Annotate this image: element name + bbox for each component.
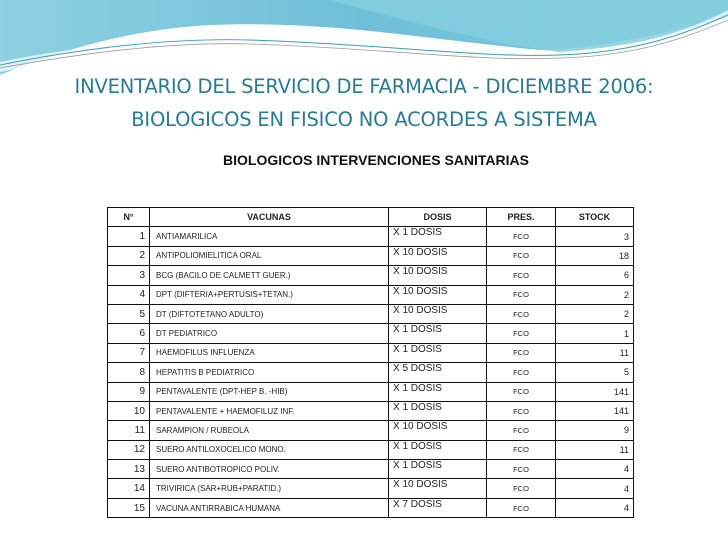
dose-cell: X 10 DOSIS — [389, 421, 487, 440]
vaccine-name: ANTIAMARILICA — [150, 227, 389, 246]
table-row — [108, 227, 634, 246]
table-row — [108, 498, 634, 517]
table-row — [108, 440, 634, 459]
row-number: 8 — [108, 363, 150, 382]
header-pres: PRES. — [487, 208, 556, 227]
vaccine-name: PENTAVALENTE (DPT-HEP B. -HIB) — [150, 382, 389, 401]
row-number: 10 — [108, 401, 150, 420]
row-number: 1 — [108, 227, 150, 246]
table-row — [108, 304, 634, 323]
presentation-cell: FCO — [487, 421, 556, 440]
dose-cell: X 10 DOSIS — [389, 304, 487, 323]
dose-cell: X 10 DOSIS — [389, 479, 487, 498]
stock-cell: 4 — [556, 479, 634, 498]
vaccine-name: TRIVIRICA (SAR+RUB+PARATID.) — [150, 479, 389, 498]
dose-cell: X 1 DOSIS — [389, 401, 487, 420]
vaccine-name: ANTIPOLIOMIELITICA ORAL — [150, 246, 389, 265]
row-number: 15 — [108, 498, 150, 517]
presentation-cell: FCO — [487, 324, 556, 343]
table-row — [108, 285, 634, 304]
vaccine-name: PENTAVALENTE + HAEMOFILUZ INF. — [150, 401, 389, 420]
stock-cell: 18 — [556, 246, 634, 265]
table-row — [108, 421, 634, 440]
row-number: 3 — [108, 266, 150, 285]
presentation-cell: FCO — [487, 304, 556, 323]
presentation-cell: FCO — [487, 382, 556, 401]
presentation-cell: FCO — [487, 246, 556, 265]
dose-cell: X 1 DOSIS — [389, 382, 487, 401]
vaccine-name: HAEMOFILUS INFLUENZA — [150, 343, 389, 362]
table-row — [108, 324, 634, 343]
stock-cell: 1 — [556, 324, 634, 343]
row-number: 14 — [108, 479, 150, 498]
header-number: N° — [108, 208, 150, 227]
row-number: 4 — [108, 285, 150, 304]
presentation-cell: FCO — [487, 227, 556, 246]
dose-cell: X 7 DOSIS — [389, 498, 487, 517]
row-number: 5 — [108, 304, 150, 323]
stock-cell: 5 — [556, 363, 634, 382]
presentation-cell: FCO — [487, 266, 556, 285]
table-row — [108, 382, 634, 401]
header-stock: STOCK — [556, 208, 634, 227]
stock-cell: 9 — [556, 421, 634, 440]
stock-cell: 4 — [556, 460, 634, 479]
slide-title-line-2: BIOLOGICOS EN FISICO NO ACORDES A SISTEMA — [131, 108, 597, 131]
stock-cell: 4 — [556, 498, 634, 517]
vaccine-name: VACUNA ANTIRRABICA HUMANA — [150, 498, 389, 517]
table-row — [108, 460, 634, 479]
table-row — [108, 363, 634, 382]
table-header-row — [108, 208, 634, 227]
table-subtitle: BIOLOGICOS INTERVENCIONES SANITARIAS — [223, 152, 529, 168]
vaccine-name: SUERO ANTIBOTROPICO POLIV. — [150, 460, 389, 479]
vaccine-name: DT (DIFTOTETANO ADULTO) — [150, 304, 389, 323]
inventory-table — [107, 207, 634, 518]
stock-cell: 2 — [556, 285, 634, 304]
row-number: 13 — [108, 460, 150, 479]
stock-cell: 141 — [556, 382, 634, 401]
dose-cell: X 1 DOSIS — [389, 460, 487, 479]
vaccine-name: DT PEDIATRICO — [150, 324, 389, 343]
dose-cell: X 10 DOSIS — [389, 266, 487, 285]
slide-title-line-1: INVENTARIO DEL SERVICIO DE FARMACIA - DICIEMBRE 2006: — [74, 75, 654, 98]
dose-cell: X 1 DOSIS — [389, 343, 487, 362]
table-row — [108, 401, 634, 420]
stock-cell: 2 — [556, 304, 634, 323]
table-row — [108, 479, 634, 498]
row-number: 11 — [108, 421, 150, 440]
header-wave-decoration — [0, 0, 728, 80]
presentation-cell: FCO — [487, 479, 556, 498]
dose-cell: X 10 DOSIS — [389, 246, 487, 265]
row-number: 6 — [108, 324, 150, 343]
table-row — [108, 343, 634, 362]
dose-cell: X 10 DOSIS — [389, 285, 487, 304]
row-number: 2 — [108, 246, 150, 265]
stock-cell: 3 — [556, 227, 634, 246]
presentation-cell: FCO — [487, 363, 556, 382]
row-number: 9 — [108, 382, 150, 401]
vaccine-name: BCG (BACILO DE CALMETT GUER.) — [150, 266, 389, 285]
dose-cell: X 1 DOSIS — [389, 324, 487, 343]
presentation-cell: FCO — [487, 343, 556, 362]
presentation-cell: FCO — [487, 440, 556, 459]
header-dosis: DOSIS — [389, 208, 487, 227]
presentation-cell: FCO — [487, 460, 556, 479]
stock-cell: 11 — [556, 343, 634, 362]
dose-cell: X 5 DOSIS — [389, 363, 487, 382]
vaccine-name: SUERO ANTILOXOCELICO MONO. — [150, 440, 389, 459]
header-vacunas: VACUNAS — [150, 208, 389, 227]
dose-cell: X 1 DOSIS — [389, 227, 487, 246]
dose-cell: X 1 DOSIS — [389, 440, 487, 459]
table-row — [108, 266, 634, 285]
presentation-cell: FCO — [487, 401, 556, 420]
presentation-cell: FCO — [487, 498, 556, 517]
stock-cell: 6 — [556, 266, 634, 285]
stock-cell: 11 — [556, 440, 634, 459]
table-row — [108, 246, 634, 265]
stock-cell: 141 — [556, 401, 634, 420]
row-number: 12 — [108, 440, 150, 459]
vaccine-name: HEPATITIS B PEDIATRICO — [150, 363, 389, 382]
vaccine-name: SARAMPION / RUBEOLA — [150, 421, 389, 440]
vaccine-name: DPT (DIFTERIA+PERTUSIS+TETAN.) — [150, 285, 389, 304]
row-number: 7 — [108, 343, 150, 362]
presentation-cell: FCO — [487, 285, 556, 304]
